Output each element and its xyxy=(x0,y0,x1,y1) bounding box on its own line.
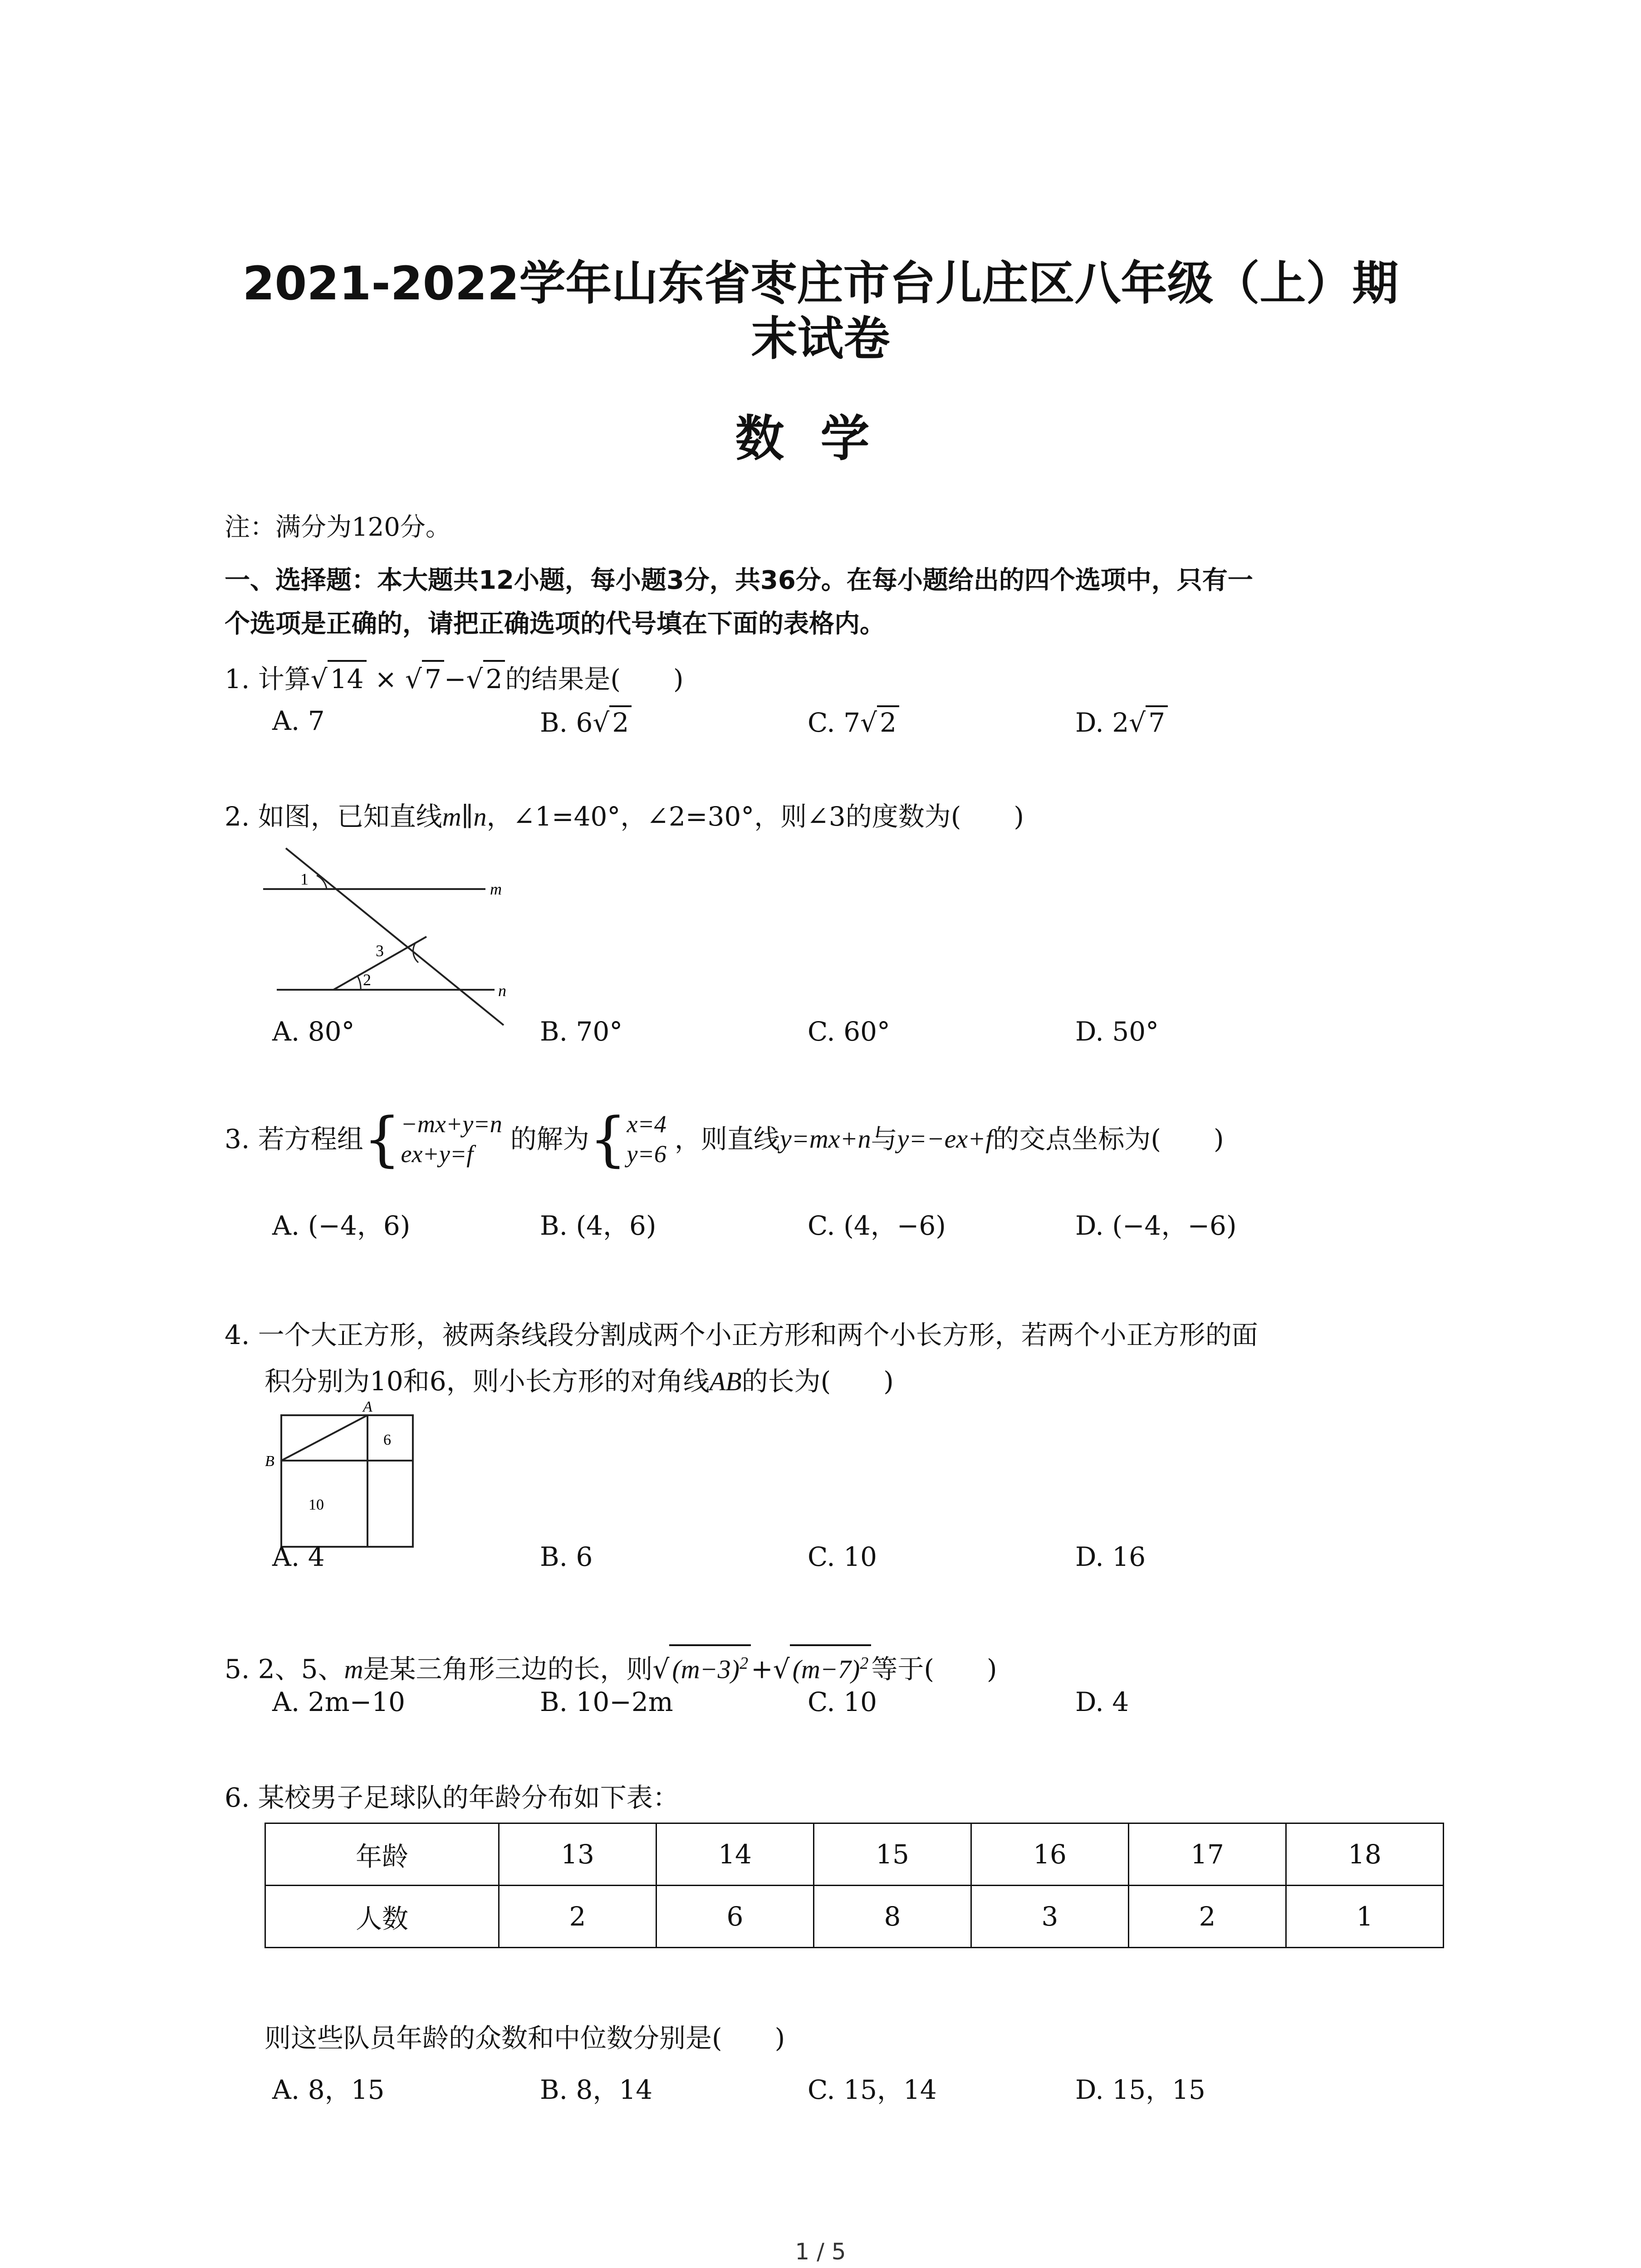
angle-2-label: 2 xyxy=(363,971,371,989)
question-2-stem: 2. 如图，已知直线m∥n，∠1=40°，∠2=30°，则∠3的度数为( ) xyxy=(225,801,1024,832)
section-heading xyxy=(225,559,1253,646)
q4-option-a[interactable]: A. 4 xyxy=(272,1541,325,1572)
table-cell: 2 xyxy=(1129,1886,1286,1948)
point-b-label: B xyxy=(265,1453,274,1470)
page-title xyxy=(0,256,1641,367)
sqrt-m-minus-7-squared: √ $(m-7)^2$ xyxy=(773,1644,872,1686)
q1-option-b[interactable]: B. 6√ 2 xyxy=(540,705,632,738)
left-brace: { xyxy=(363,1105,401,1173)
point-a-label: A xyxy=(363,1402,372,1415)
section-heading-line-1: 一、选择题：本大题共12小题，每小题3分，共36分。在每小题给出的四个选项中，只有一 xyxy=(225,566,1253,595)
score-note: 注：满分为120分。 xyxy=(225,513,451,542)
equation-system: −mx+y=n ex+y=f xyxy=(401,1110,502,1168)
angle-1-label: 1 xyxy=(300,870,309,888)
table-cell: 18 xyxy=(1286,1823,1444,1886)
table-cell: 1 xyxy=(1286,1886,1444,1948)
subject-heading: 数学 xyxy=(735,411,906,467)
minus-sign: − xyxy=(444,664,466,694)
table-cell: 13 xyxy=(499,1823,656,1886)
q6-option-a[interactable]: A. 8，15 xyxy=(272,2074,385,2105)
table-cell: 6 xyxy=(656,1886,814,1948)
q2-option-b[interactable]: B. 70° xyxy=(540,1016,623,1047)
table-cell: 14 xyxy=(656,1823,814,1886)
question-6-stem: 6. 某校男子足球队的年龄分布如下表： xyxy=(225,1782,679,1813)
table-header-age: 年龄 xyxy=(265,1823,499,1886)
area-10-label: 10 xyxy=(309,1496,324,1513)
question-1-stem xyxy=(225,660,684,696)
question-1-prefix: 1. 计算 xyxy=(225,664,311,694)
angle-3-label: 3 xyxy=(376,942,384,960)
question-5-stem: 5. 2、5、m是某三角形三边的长，则√ $(m-3)^2$ +√ $(m-7)^2$ 等于( ) xyxy=(225,1644,997,1686)
q4-option-b[interactable]: B. 6 xyxy=(540,1541,593,1572)
transversal-line xyxy=(286,848,504,1025)
age-distribution-table xyxy=(265,1823,1444,1948)
question-6-prompt: 则这些队员年龄的众数和中位数分别是( ) xyxy=(265,2023,785,2053)
question-4-stem: 4. 一个大正方形，被两条线段分割成两个小正方形和两个小长方形，若两个小正方形的面 积分别为10和6，则小长方形的对角线AB的长为( ) xyxy=(225,1320,1258,1397)
sqrt-14: √ 14 xyxy=(311,660,367,696)
table-cell: 3 xyxy=(971,1886,1129,1948)
question-3-stem: 3. 若方程组{ −mx+y=n ex+y=f 的解为{ x=4 y=6 ，则直线y=mx+n与y=−ex+f的交点坐标为( ) xyxy=(225,1105,1224,1173)
sqrt-7: √ 7 xyxy=(405,660,444,696)
q5-option-c[interactable]: C. 10 xyxy=(808,1686,877,1717)
sqrt-2: √ 2 xyxy=(466,660,505,696)
parallel-lines-figure xyxy=(259,844,513,1034)
q3-option-a[interactable]: A. (−4，6) xyxy=(272,1210,411,1241)
angle-2-arc xyxy=(358,976,361,990)
line-m-label: m xyxy=(490,880,502,898)
q4-option-c[interactable]: C. 10 xyxy=(808,1541,877,1572)
table-row xyxy=(265,1886,1444,1948)
table-header-count: 人数 xyxy=(265,1886,499,1948)
page-number: 1 / 5 xyxy=(795,2239,846,2265)
q5-option-b[interactable]: B. 10−2m xyxy=(540,1686,673,1717)
diagonal-ab xyxy=(281,1415,367,1461)
q2-option-c[interactable]: C. 60° xyxy=(808,1016,890,1047)
table-cell: 2 xyxy=(499,1886,656,1948)
q5-option-d[interactable]: D. 4 xyxy=(1075,1686,1129,1717)
q3-option-c[interactable]: C. (4，−6) xyxy=(808,1210,946,1241)
title-line-2: 末试卷 xyxy=(751,312,890,366)
q6-option-b[interactable]: B. 8，14 xyxy=(540,2074,653,2105)
q3-option-b[interactable]: B. (4，6) xyxy=(540,1210,656,1241)
table-cell: 15 xyxy=(814,1823,971,1886)
solution-system: x=4 y=6 xyxy=(627,1110,666,1168)
q2-option-d[interactable]: D. 50° xyxy=(1075,1016,1159,1047)
table-cell: 8 xyxy=(814,1886,971,1948)
q1-option-a[interactable]: A. 7 xyxy=(272,705,325,736)
q5-option-a[interactable]: A. 2m−10 xyxy=(272,1686,406,1717)
table-row xyxy=(265,1823,1444,1886)
q1-option-d[interactable]: D. 2√ 7 xyxy=(1075,705,1168,738)
square-figure xyxy=(259,1402,422,1556)
q3-option-d[interactable]: D. (−4，−6) xyxy=(1075,1210,1237,1241)
table-cell: 17 xyxy=(1129,1823,1286,1886)
sqrt-m-minus-3-squared: √ $(m-3)^2$ xyxy=(652,1644,751,1686)
large-square xyxy=(281,1415,413,1547)
table-cell: 16 xyxy=(971,1823,1129,1886)
times-sign: × xyxy=(375,664,397,694)
question-1-tail: 的结果是( ) xyxy=(505,664,684,694)
q1-option-c[interactable]: C. 7√ 2 xyxy=(808,705,899,738)
q6-option-c[interactable]: C. 15，14 xyxy=(808,2074,937,2105)
line-n-label: n xyxy=(498,982,506,1000)
q2-option-a[interactable]: A. 80° xyxy=(272,1016,355,1047)
q4-option-d[interactable]: D. 16 xyxy=(1075,1541,1146,1572)
q6-option-d[interactable]: D. 15，15 xyxy=(1075,2074,1205,2105)
title-line-1: 2021-2022学年山东省枣庄市台儿庄区八年级（上）期 xyxy=(242,257,1399,311)
area-6-label: 6 xyxy=(383,1432,391,1448)
section-heading-line-2: 个选项是正确的，请把正确选项的代号填在下面的表格内。 xyxy=(225,609,885,639)
